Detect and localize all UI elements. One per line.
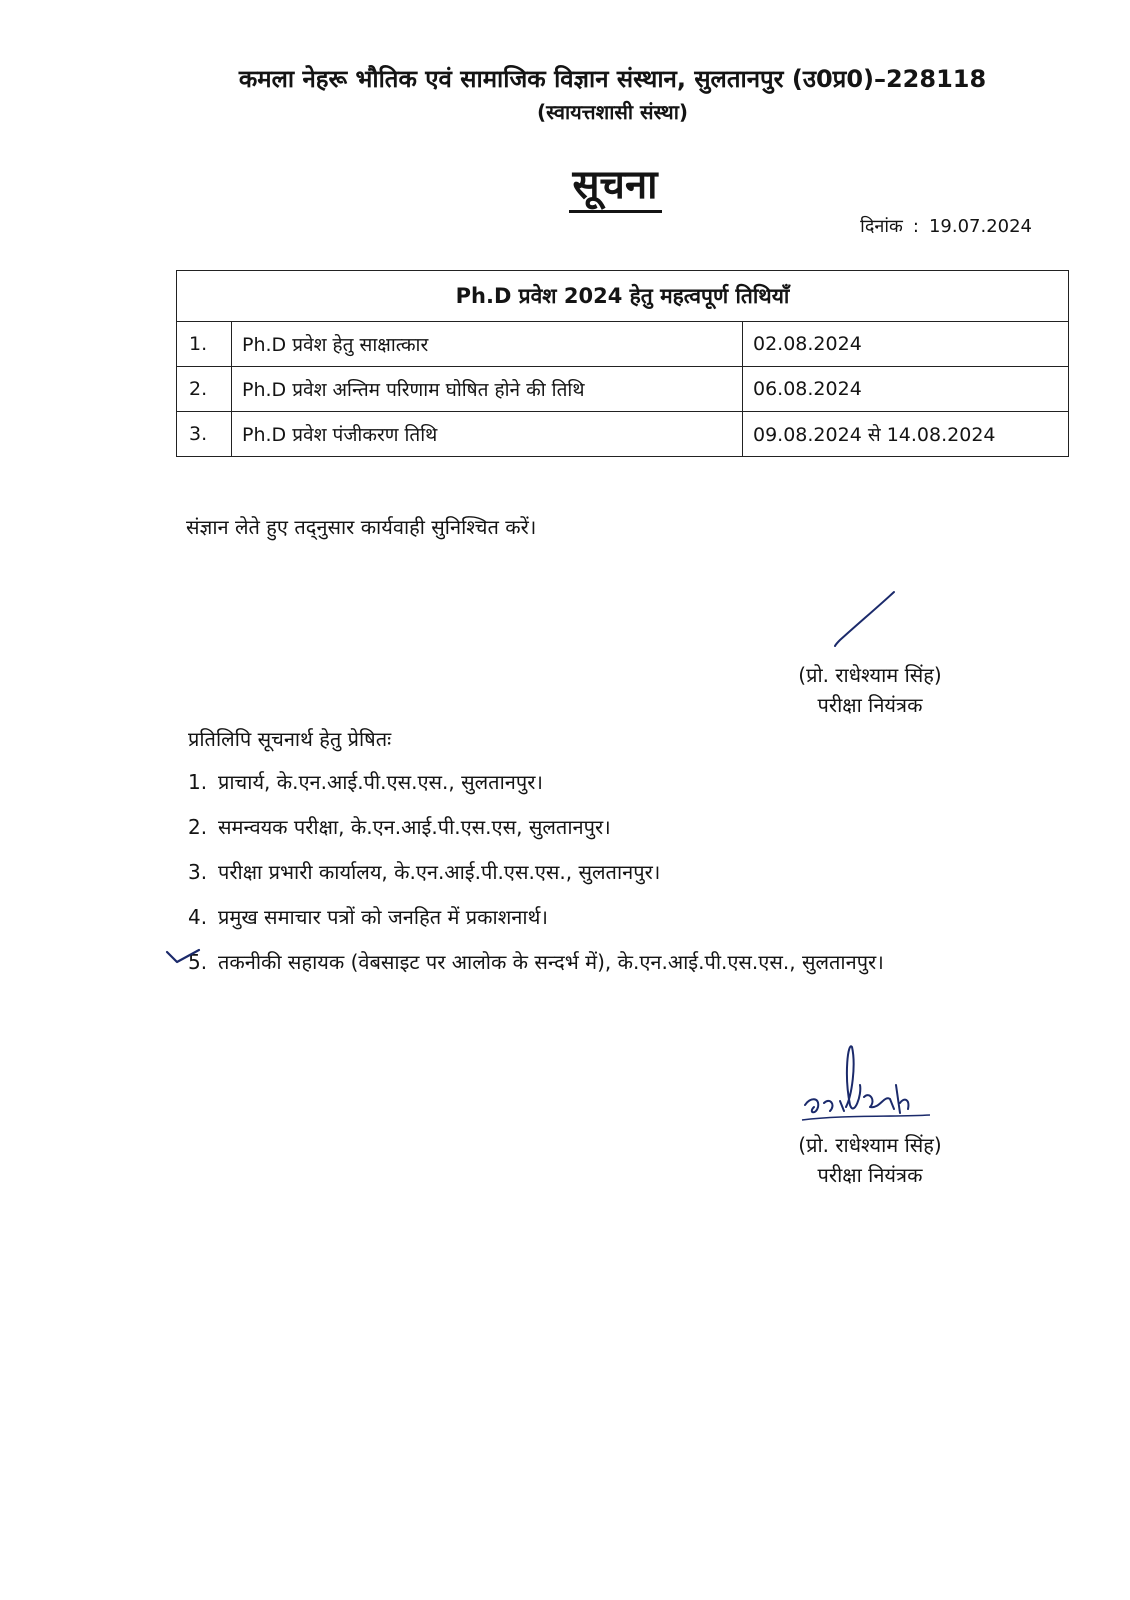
table-heading: Ph.D प्रवेश 2024 हेतु महत्वपूर्ण तिथियाँ	[177, 271, 1069, 322]
notice-date: 19.07.2024	[928, 216, 1032, 237]
institute-name: कमला नेहरू भौतिक एवं सामाजिक विज्ञान संस्थान, सुलतानपुर (उ0प्र0)–228118	[238, 65, 987, 93]
signatory-block	[770, 1130, 970, 1190]
list-item-text: समन्वयक परीक्षा, के.एन.आई.पी.एस.एस, सुलतानपुर।	[218, 815, 611, 839]
row-number: 3.	[177, 412, 232, 457]
date-colon: :	[912, 216, 919, 237]
list-item	[188, 850, 884, 895]
row-number: 2.	[177, 367, 232, 412]
list-item	[188, 940, 884, 985]
table-row	[177, 367, 1069, 412]
signatory-designation: परीक्षा नियंत्रक	[817, 693, 923, 717]
row-description: Ph.D प्रवेश हेतु साक्षात्कार	[232, 322, 743, 367]
list-item	[188, 805, 884, 850]
list-item-text: तकनीकी सहायक (वेबसाइट पर आलोक के सन्दर्भ में), के.एन.आई.पी.एस.एस., सुलतानपुर।	[218, 950, 884, 974]
list-item	[188, 895, 884, 940]
tick-mark-icon	[165, 946, 205, 968]
institute-subtitle: (स्वायत्तशासी संस्था)	[536, 100, 689, 124]
list-item-number: 2.	[188, 815, 208, 839]
signatory-block	[770, 660, 970, 720]
table-row	[177, 322, 1069, 367]
signature-scribble	[800, 1045, 940, 1140]
row-date: 02.08.2024	[743, 322, 1069, 367]
list-item-number: 5.	[188, 950, 208, 974]
signatory-designation: परीक्षा नियंत्रक	[817, 1163, 923, 1187]
row-date: 06.08.2024	[743, 367, 1069, 412]
list-item	[188, 760, 884, 805]
list-item-text: प्रमुख समाचार पत्रों को जनहित में प्रकाशनार्थ।	[218, 905, 548, 929]
signatory-name: (प्रो. राधेश्याम सिंह)	[798, 663, 942, 687]
copy-list	[188, 760, 884, 985]
signatory-name: (प्रो. राधेश्याम सिंह)	[798, 1133, 942, 1157]
row-description: Ph.D प्रवेश अन्तिम परिणाम घोषित होने की तिथि	[232, 367, 743, 412]
notice-title	[0, 155, 1130, 210]
date-label: दिनांक	[860, 216, 903, 237]
notice-title-text: सूचना	[569, 162, 662, 213]
table-heading-row	[177, 271, 1069, 322]
row-date: 09.08.2024 से 14.08.2024	[743, 412, 1069, 457]
instruction-text: संज्ञान लेते हुए तद्नुसार कार्यवाही सुनिश्चित करें।	[186, 515, 537, 539]
row-number: 1.	[177, 322, 232, 367]
list-item-text: परीक्षा प्रभारी कार्यालय, के.एन.आई.पी.एस.एस., सुलतानपुर।	[218, 860, 661, 884]
notice-date-line	[860, 214, 1032, 238]
table-row	[177, 412, 1069, 457]
list-item-number: 3.	[188, 860, 208, 884]
important-dates-table	[176, 270, 1069, 457]
signature-stroke	[830, 590, 900, 650]
row-description: Ph.D प्रवेश पंजीकरण तिथि	[232, 412, 743, 457]
list-item-text: प्राचार्य, के.एन.आई.पी.एस.एस., सुलतानपुर।	[218, 770, 543, 794]
list-item-number: 4.	[188, 905, 208, 929]
list-item-number: 1.	[188, 770, 208, 794]
copy-heading: प्रतिलिपि सूचनार्थ हेतु प्रेषितः	[188, 727, 392, 751]
